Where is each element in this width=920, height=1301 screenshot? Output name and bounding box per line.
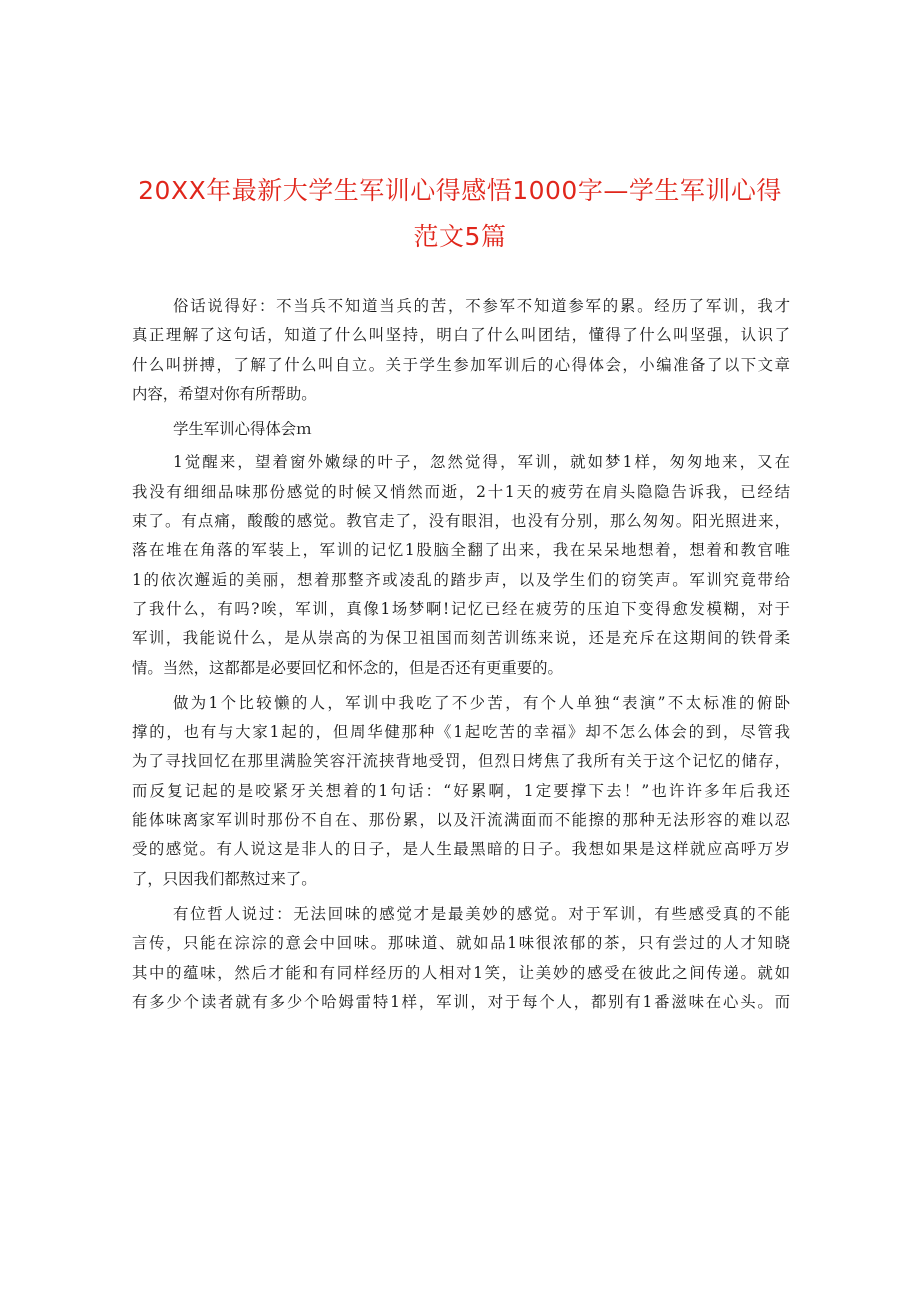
text-line: 俗话说得好：不当兵不知道当兵的苦，不参军不知道参军的累。经历了军训，我才: [173, 297, 790, 315]
body-paragraph-2: [132, 689, 790, 894]
text-line: 撑的，也有与大家1起的，但周华健那种《1起吃苦的幸福》却不怎么体会的到，尽管我: [132, 723, 790, 742]
text-line: 而反复记起的是咬紧牙关想着的1句话：“好累啊，1定要撑下去！”也许许多年后我还: [132, 781, 790, 800]
text-line: 情。当然，这都都是必要回忆和怀念的，但是否还有更重要的。: [132, 658, 563, 677]
document-title: [110, 168, 810, 260]
text-line: 什么叫拼搏，了解了什么叫自立。关于学生参加军训后的心得体会，小编准备了以下文章: [132, 355, 790, 374]
text-line: 军训，我能说什么，是从崇高的为保卫祖国而刻苦训练来说，还是充斥在这期间的铁骨柔: [132, 629, 790, 648]
text-line: 束了。有点痛，酸酸的感觉。教官走了，没有眼泪，也没有分别，那么匆匆。阳光照进来，: [132, 512, 790, 531]
document-body: [132, 292, 790, 1017]
text-line: 落在堆在角落的军装上，军训的记忆1股脑全翻了出来，我在呆呆地想着，想着和教官唯: [132, 541, 790, 560]
text-line: 1觉醒来，望着窗外嫩绿的叶子，忽然觉得，军训，就如梦1样，匆匆地来，又在: [173, 453, 790, 472]
section-subheading: 学生军训心得体会ｍ: [173, 420, 312, 439]
title-line-1: 20XX年最新大学生军训心得感悟1000字—学生军训心得: [138, 176, 782, 205]
text-line: 有位哲人说过：无法回味的感觉才是最美妙的感觉。对于军训，有些感受真的不能: [173, 904, 790, 923]
text-line: 受的感觉。有人说这是非人的日子，是人生最黑暗的日子。我想如果是这样就应高呼万岁: [132, 840, 790, 859]
intro-paragraph: [132, 292, 790, 409]
body-paragraph-1: [132, 448, 790, 682]
text-line: 了我什么，有吗?唉，军训，真像1场梦啊!记忆已经在疲劳的压迫下变得愈发模糊，对于: [132, 599, 790, 618]
text-line: 有多少个读者就有多少个哈姆雷特1样，军训，对于每个人，都别有1番滋味在心头。而: [132, 992, 790, 1011]
text-line: 了，只因我们都熬过来了。: [132, 869, 317, 888]
text-line: 其中的蕴味，然后才能和有同样经历的人相对1笑，让美妙的感受在彼此之间传递。就如: [132, 963, 790, 982]
text-line: 真正理解了这句话，知道了什么叫坚持，明白了什么叫团结，懂得了什么叫坚强，认识了: [132, 326, 790, 345]
text-line: 1的依次邂逅的美丽，想着那整齐或凌乱的踏步声，以及学生们的窃笑声。军训究竟带给: [132, 570, 790, 589]
body-paragraph-3: [132, 900, 790, 1017]
text-line: 能体味离家军训时那份不自在、那份累，以及汗流满面而不能擦的那种无法形容的难以忍: [132, 811, 790, 830]
text-line: 做为1个比较懒的人，军训中我吃了不少苦，有个人单独“表演”不太标准的俯卧: [173, 693, 790, 712]
text-line: 内容，希望对你有所帮助。: [132, 384, 317, 403]
text-line: 为了寻找回忆在那里满脸笑容汗流挟背地受罚，但烈日烤焦了我所有关于这个记忆的储存，: [132, 752, 790, 771]
text-line: 我没有细细品味那份感觉的时候又悄然而逝，2十1天的疲劳在肩头隐隐告诉我，已经结: [132, 482, 790, 501]
title-line-2: 范文5篇: [413, 222, 507, 251]
text-line: 言传，只能在淙淙的意会中回味。那味道、就如品1味很浓郁的茶，只有尝过的人才知晓: [132, 934, 790, 953]
